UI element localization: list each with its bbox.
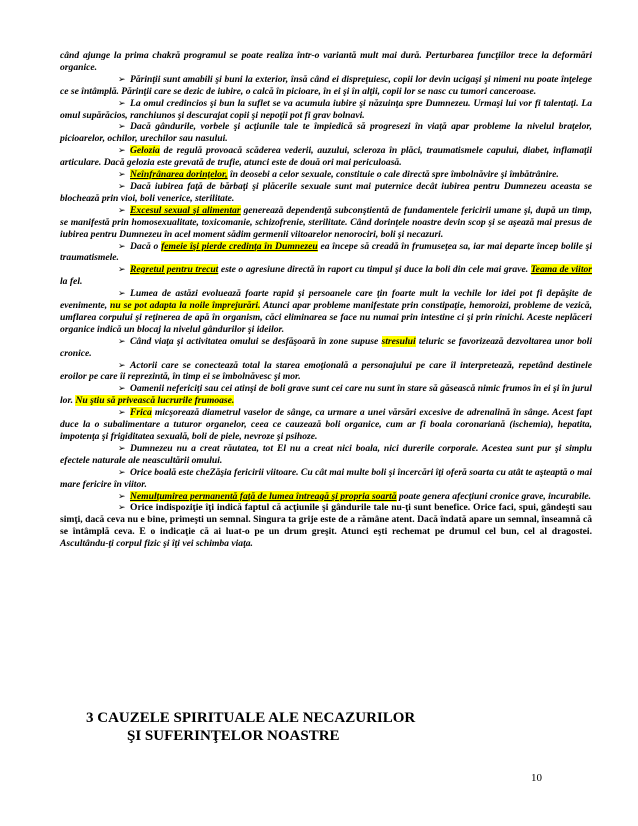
arrow-bullet-icon: ➢ <box>118 73 126 84</box>
bullet-paragraph: ➢ Gelozia de regulă provoacă scăderea vederii, auzului, scleroza în plăci, traumatismele capului, diabet, inflamaţii articulare. Dacă gelozia este grevată de trufie, atunci este de două ori mai periculoasă. <box>60 145 592 169</box>
arrow-bullet-icon: ➢ <box>118 359 126 370</box>
bullet-paragraph: ➢ Părinţii sunt amabili şi buni la exterior, însă când ei dispreţuiesc, copii lor devin ucigaşi şi nimeni nu poate înţelege ce se întâmplă. Părinţii care se dezic de iubire, o calcă în picioare, în ei şi în alţii, copii lor se nasc cu tumori canceroase. <box>60 73 592 97</box>
arrow-bullet-icon: ➢ <box>118 490 126 501</box>
highlighted-term: femeie îşi pierde credinţa în Dumnezeu <box>161 240 318 252</box>
chapter-heading-line-1: 3 CAUZELE SPIRITUALE ALE NECAZURILOR <box>86 710 416 726</box>
arrow-bullet-icon: ➢ <box>118 121 126 132</box>
arrow-bullet-icon: ➢ <box>118 442 126 453</box>
bullet-paragraph: ➢ Când viaţa şi activitatea omului se desfăşoară în zone supuse stresului teluric se favorizează dezvoltarea unor boli cronice. <box>60 335 592 359</box>
arrow-bullet-icon: ➢ <box>118 407 126 418</box>
page-number: 10 <box>531 772 542 784</box>
bullet-paragraph: ➢ Orice boală este cheZăşia fericirii viitoare. Cu cât mai multe boli şi încercări îţi oferă soarta cu atât te aşteaptă o mai mare fericire în viitor. <box>60 466 592 490</box>
highlighted-term: stresului <box>381 335 416 347</box>
highlighted-term: nu se pot adapta la noile împrejurări. <box>110 300 261 312</box>
bullet-paragraph: ➢ Regretul pentru trecut este o agresiune directă în raport cu timpul şi duce la boli din cele mai grave. Teama de viitor la fel. <box>60 264 593 288</box>
arrow-bullet-icon: ➢ <box>118 335 126 346</box>
highlighted-term: Neînfrânarea dorinţelor, <box>130 169 228 181</box>
highlighted-term: Teama de viitor <box>530 264 593 276</box>
bullet-paragraph: ➢ Dacă iubirea faţă de bărbaţi şi plăcerile sexuale sunt mai puternice decât iubirea pentru Dumnezeu aceasta se blochează prin vioi, boli venerice, sterilitate. <box>60 180 592 204</box>
bullet-paragraph: ➢ Oamenii nefericiţi sau cei atinşi de boli grave sunt cei care nu sunt în stare să găsească nimic frumos în ei şi în jurul lor. Nu ştiu să privească lucrurile frumoase. <box>60 383 592 407</box>
highlighted-term: Nu ştiu să privească lucrurile frumoase. <box>75 395 235 407</box>
arrow-bullet-icon: ➢ <box>118 204 126 215</box>
arrow-bullet-icon: ➢ <box>118 288 126 299</box>
bullet-paragraph: ➢ Frica micşorează diametrul vaselor de sânge, ca urmare a unei vărsări excesive de adrenalină în sânge. Acest fapt duce la o subalimentare a tuturor organelor, ceea ce cauzează boli organice, cum ar fi boala coronariană (ischemia), hepatita, impotenţa şi frigiditatea sexuală, boli de piele, nevroze şi psihoze. <box>60 407 592 442</box>
arrow-bullet-icon: ➢ <box>118 169 126 180</box>
arrow-bullet-icon: ➢ <box>118 502 126 513</box>
arrow-bullet-icon: ➢ <box>118 240 126 251</box>
arrow-bullet-icon: ➢ <box>118 264 126 275</box>
arrow-bullet-icon: ➢ <box>118 145 126 156</box>
bullet-paragraph: ➢ Dacă o femeie îşi pierde credinţa în Dumnezeu ea începe să creadă în frumuseţea sa, iar mai departe încep bolile şi traumatismele. <box>60 240 593 264</box>
chapter-heading-line-2: ŞI SUFERINŢELOR NOASTRE <box>127 727 340 744</box>
paragraph: când ajunge la prima chakră programul se poate realiza într-o variantă mult mai dură. Perturbarea funcţiilor trece la deformări organice. <box>60 50 592 73</box>
highlighted-term: Gelozia <box>130 145 160 157</box>
highlighted-term: Frica <box>130 407 152 419</box>
chapter-heading <box>86 710 506 745</box>
bullet-paragraph: ➢ Lumea de astăzi evoluează foarte rapid şi persoanele care ţin foarte mult la vechile lor idei pot fi depăşite de evenimente, nu se pot adapta la noile împrejurări. Atunci apar probleme manifestate prin constipaţie, hemoroizi, probleme de vezică, umflarea corpului şi reţinerea de apă în organism, căci eliminarea se face nu numai prin intestine ci şi prin rinichi. Aceste neplăceri organice indică un blocaj la nivelul gândurilor şi ideilor. <box>60 288 592 335</box>
highlighted-term: Excesul sexual şi alimentar <box>130 204 241 216</box>
highlighted-term: Nemulţumirea permanentă faţă de lumea întreagă şi propria soartă <box>130 490 397 502</box>
bullet-paragraph: ➢ Actorii care se conectează total la starea emoţională a personajului pe care îl interpretează, repetând destinele eroilor pe care îi reprezintă, în timp ei se îmbolnăvesc şi mor. <box>60 359 592 383</box>
closing-sentence: Ascultându-ţi corpul fizic şi îţi vei schimba viaţa. <box>60 538 253 550</box>
bullet-paragraph: ➢ Dumnezeu nu a creat răutatea, tot El nu a creat nici boala, nici durerile corporale. Acestea sunt pur şi simplu efectele naturale ale neascultării omului. <box>60 442 592 466</box>
bullet-paragraph: ➢ La omul credincios şi bun la suflet se va acumula iubire şi năzuinţa spre Dumnezeu. Urmaşi lui vor fi talentaţi. La omul supărăcios, ranchiunos şi descurajat copii şi nepoţii pot fi grav bolnavi. <box>60 97 592 121</box>
arrow-bullet-icon: ➢ <box>118 466 126 477</box>
document-body <box>60 50 592 550</box>
bullet-paragraph: ➢ Excesul sexual şi alimentar generează dependenţă subconştientă de fundamentele fericirii umane şi, după un timp, se manifestă prin homosexualitate, toxicomanie, schizofrenie, sterilitate. Când dorinţele noastre devin scop şi se aşează mai presus de iubirea pentru Dumnezeu în acel moment sădim germenii viitoarelor nenorociri, boli şi necazuri. <box>60 204 592 240</box>
arrow-bullet-icon: ➢ <box>118 383 126 394</box>
arrow-bullet-icon: ➢ <box>118 180 126 191</box>
bullet-paragraph: ➢ Neînfrânarea dorinţelor, în deosebi a celor sexuale, constituie o cale directă spre îmbolnăvire şi îmbătrânire. <box>118 169 559 181</box>
highlighted-term: Regretul pentru trecut <box>130 264 219 276</box>
arrow-bullet-icon: ➢ <box>118 97 126 108</box>
bullet-paragraph: ➢ Dacă gândurile, vorbele şi acţiunile tale te împiedică să progresezi în viaţă apar probleme la nivelul braţelor, picioarelor, ochilor, urechilor sau nasului. <box>60 121 592 145</box>
bullet-paragraph: ➢ Orice indispoziţie îţi indică faptul că acţiunile şi gândurile tale nu-ţi sunt benefice. Orice faci, spui, gândeşti sau simţi, dacă ceva nu e bine, primeşti un semnal. Singura ta grije este de a rămâne atent. Dacă îndată apare un semnal, înseamnă că se întâmplă ceva. E o indicaţie că ai luat-o pe un drum greşit. Atunci eşti rechemat pe drumul cel bun, cel al dragostei. Ascultându-ţi corpul fizic şi îţi vei schimba viaţa. <box>60 502 592 550</box>
bullet-paragraph: ➢ Nemulţumirea permanentă faţă de lumea întreagă şi propria soartă poate genera afecţiuni cronice grave, incurabile. <box>118 490 592 502</box>
